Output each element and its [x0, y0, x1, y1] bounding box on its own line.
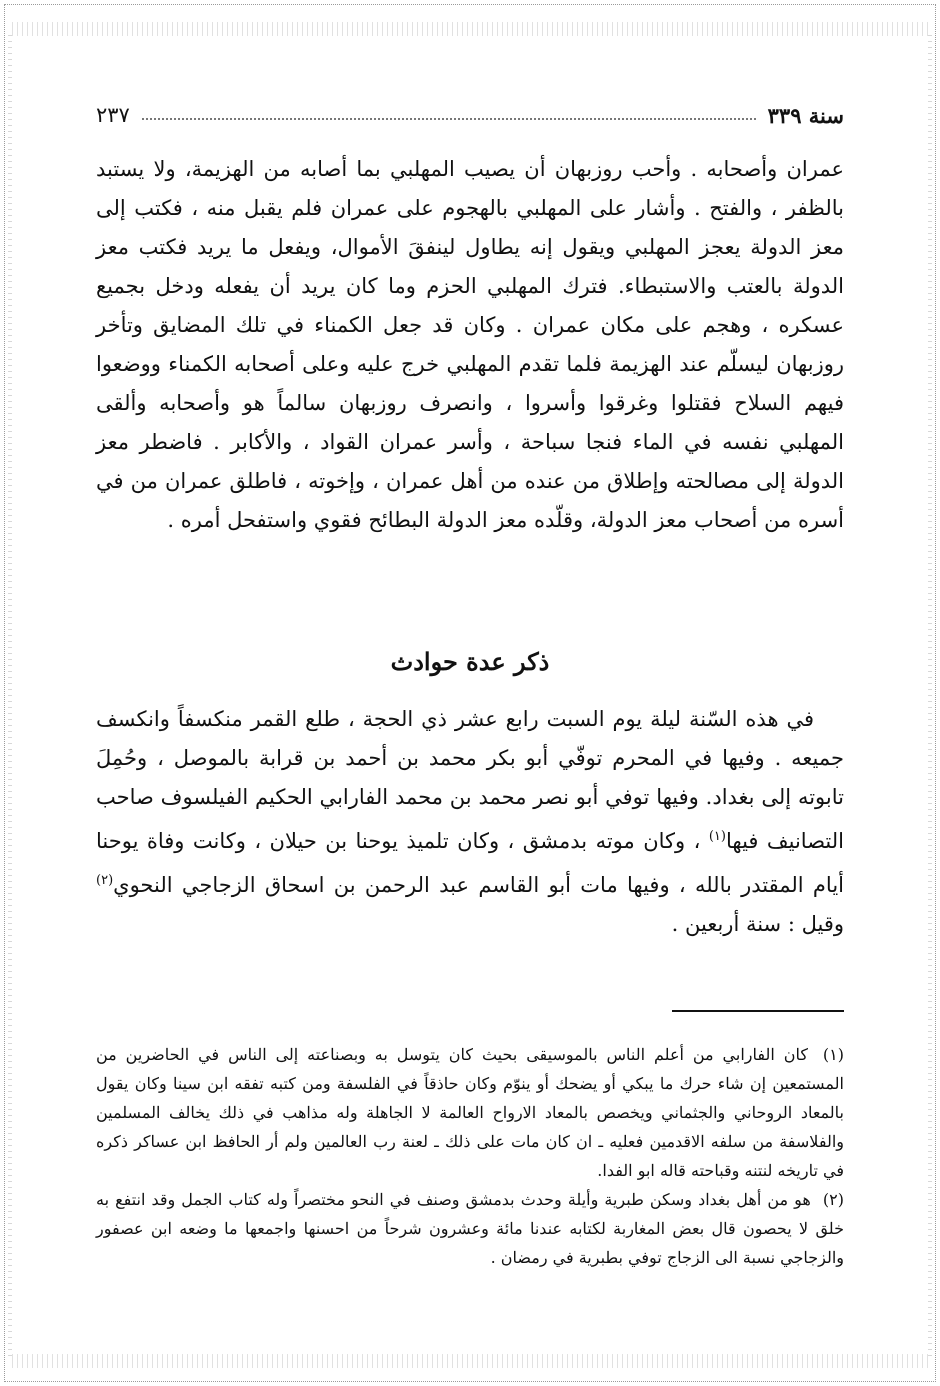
footnotes — [96, 1040, 844, 1272]
decorative-border-right — [928, 30, 932, 1356]
header-dotted-leader — [142, 118, 756, 120]
footnote-ref-2[interactable]: (٢) — [96, 873, 114, 888]
section-title: ذكر عدة حوادث — [390, 647, 550, 676]
decorative-border-left — [8, 30, 12, 1356]
footnote-1 — [96, 1040, 844, 1185]
page-number: ٢٣٧ — [96, 103, 130, 127]
footnote-2 — [96, 1185, 844, 1272]
paragraph-2-part-3: وقيل : سنة أربعين . — [671, 912, 844, 936]
footnote-number: (١) — [822, 1045, 844, 1064]
footnote-number: (٢) — [822, 1190, 844, 1209]
paragraph-2-part-1: في هذه السّنة ليلة يوم السبت رابع عشر ذي الحجة ، طلع القمر منكسفاً وانكسف جميعه . وفيها في المحرم توفّي أبو بكر محمد بن أحمد بن قرابة بالموصل ، وحُمِلَ تابوته إلى بغداد. وفيها توفي أبو نصر محمد بن محمد الفارابي الحكيم الفيلسوف صاحب التصانيف فيها — [96, 707, 844, 853]
decorative-border-bottom — [12, 1354, 928, 1368]
footnote-text: هو من أهل بغداد وسكن طبرية وأيلة وحدث بدمشق وصنف في النحو مختصراً وله كتاب الجمل وقد انتفع به خلق لا يحصون قال بعض المغاربة لكتابه عندنا مائة وعشرون شرحاً من احسنها واجمعها ما وضعه ابن عصفور والزجاجي نسبة الى الزجاج توفي بطبرية في رمضان . — [96, 1190, 844, 1267]
page-header — [96, 98, 844, 132]
footnote-separator — [672, 1010, 844, 1012]
paragraph-2-part-2: ، وكان موته بدمشق ، وكان تلميذ يوحنا بن حيلان ، وكانت وفاة يوحنا أيام المقتدر بالله ، وفيها مات أبو القاسم عبد الرحمن بن اسحاق الزجاجي النحوي — [96, 829, 844, 897]
footnote-ref-1[interactable]: (١) — [708, 829, 726, 844]
paragraph-2 — [96, 700, 844, 944]
running-head-year: سنة ٣٣٩ — [767, 102, 844, 128]
footnote-text: كان الفارابي من أعلم الناس بالموسيقى بحيث كان يتوسل به وبصناعته إلى الناس في الحاضرين من المستمعين إن شاء حرك ما يبكي أو يضحك أو ينوّم وكان حاذقاً في الفلسفة ومن كتبه تفقه ابن سينا وكان يقول بالمعاد الروحاني والجثماني ويخصص بالمعاد الارواح العالمة لا الجاهلة وله مذاهب في ذلك يخالف المسلمين والفلاسفة من سلفه الاقدمين فعليه ـ ان كان مات على ذلك ـ لعنة رب العالمين ولم أر الحافظ ابن عساكر ذكره في تاريخه لنتنه وقباحته قاله ابو الفدا. — [96, 1045, 844, 1180]
paragraph-1: عمران وأصحابه . وأحب روزبهان أن يصيب المهلبي بما أصابه من الهزيمة، ولا يستبد بالظفر ، والفتح . وأشار على المهلبي بالهجوم على عمران فلم يقبل منه ، فكتب إلى معز الدولة يعجز المهلبي ويقول إنه يطاول لينفقَ الأموال، ويفعل ما يريد فكتب معز الدولة بالعتب والاستبطاء. فترك المهلبي الحزم وما كان يريد أن يفعله ودخل بجميع عسكره ، وهجم على مكان عمران . وكان قد جعل الكمناء في تلك المضايق وتأخر روزبهان ليسلّم عند الهزيمة فلما تقدم المهلبي خرج عليه وعلى أصحابه الكمناء ووضعوا فيهم السلاح فقتلوا وغرقوا وأسروا ، وانصرف روزبهان سالماً هو وأصحابه وألقى المهلبي نفسه في الماء فنجا سباحة ، وأسر عمران القواد ، والأكابر . فاضطر معز الدولة إلى مصالحته وإطلاق من عنده من أهل عمران ، وإخوته ، فاطلق عمران من في أسره من أصحاب معز الدولة، وقلّده معز الدولة البطائح فقوي واستفحل أمره . — [96, 157, 844, 532]
decorative-border-top — [12, 22, 928, 36]
